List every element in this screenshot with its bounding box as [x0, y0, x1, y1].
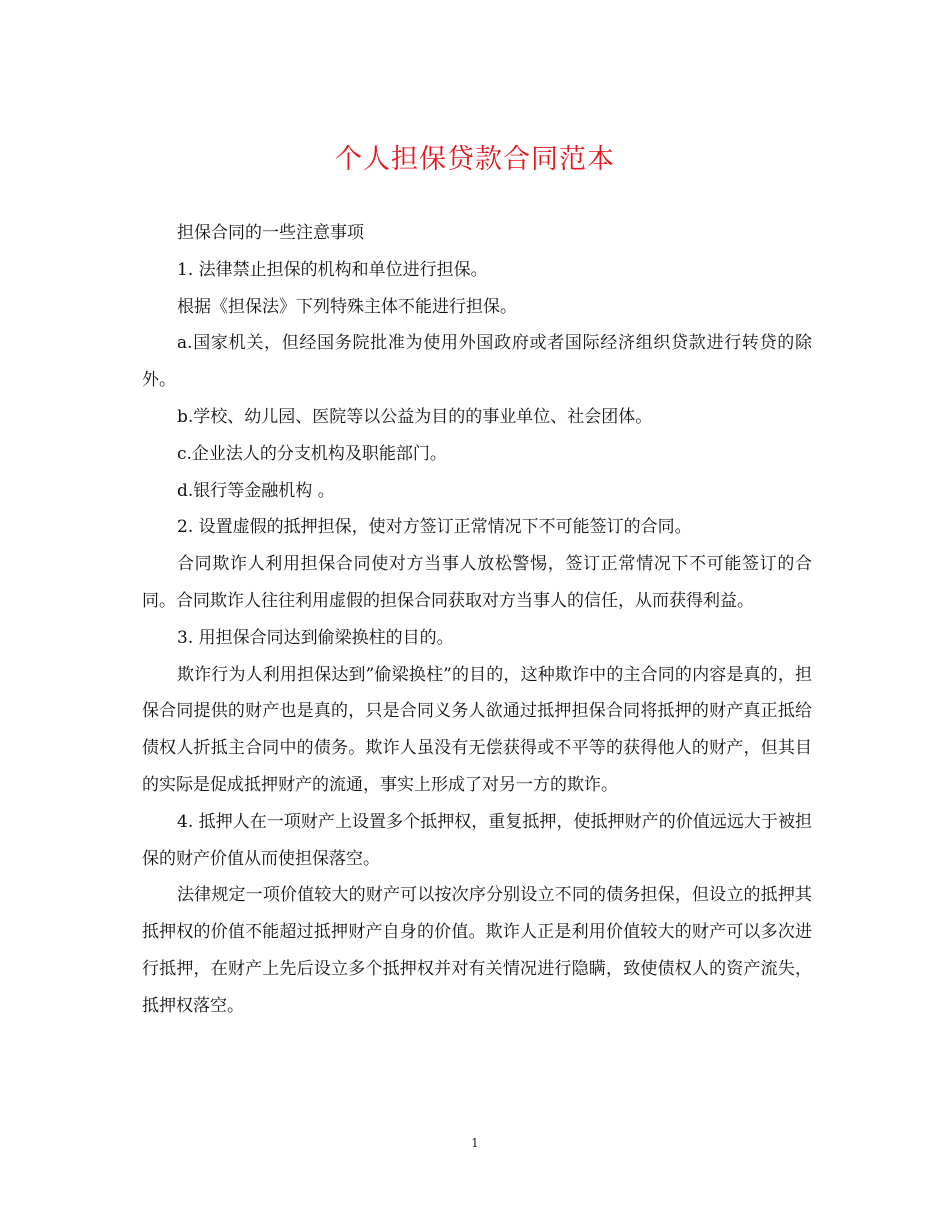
paragraph-subitem-a: a.国家机关，但经国务院批准为使用外国政府或者国际经济组织贷款进行转贷的除外。 — [142, 333, 812, 391]
paragraph-item-1: 1. 法律禁止担保的机构和单位进行担保。 — [177, 259, 488, 280]
paragraph-subitem-d: d.银行等金融机构 。 — [177, 480, 335, 501]
paragraph: 欺诈行为人利用担保达到”偷梁换柱”的目的，这种欺诈中的主合同的内容是真的，担保合同提供的财产也是真的，只是合同义务人欲通过抵押担保合同将抵押的财产真正抵给债权人折抵主合同中的债务。欺诈人虽没有无偿获得或不平等的获得他人的财产，但其目的实际是促成抵押财产的流通，事实上形成了对另一方的欺诈。 — [142, 664, 812, 795]
paragraph: 法律规定一项价值较大的财产可以按次序分别设立不同的债务担保，但设立的抵押其抵押权的价值不能超过抵押财产自身的价值。欺诈人正是利用价值较大的财产可以多次进行抵押，在财产上先后设立多个抵押权并对有关情况进行隐瞒，致使债权人的资产流失，抵押权落空。 — [142, 885, 812, 1016]
paragraph: 根据《担保法》下列特殊主体不能进行担保。 — [177, 296, 517, 317]
paragraph-item-3: 3. 用担保合同达到偷梁换柱的目的。 — [177, 627, 454, 648]
paragraph-item-4: 4. 抵押人在一项财产上设置多个抵押权，重复抵押，使抵押财产的价值远远大于被担保的财产价值从而使担保落空。 — [142, 811, 812, 869]
page-number: 1 — [471, 1136, 479, 1150]
paragraph: 合同欺诈人利用担保合同使对方当事人放松警惕，签订正常情况下不可能签订的合同。合同欺诈人往往利用虚假的担保合同获取对方当事人的信任，从而获得利益。 — [142, 554, 812, 611]
paragraph-heading: 担保合同的一些注意事项 — [177, 223, 364, 243]
page-title: 个人担保贷款合同范本 — [335, 144, 615, 175]
paragraph-item-2: 2. 设置虚假的抵押担保，使对方签订正常情况下不可能签订的合同。 — [177, 517, 692, 538]
document-body — [142, 215, 812, 1025]
paragraph-subitem-b: b.学校、幼儿园、医院等以公益为目的的事业单位、社会团体。 — [177, 406, 653, 427]
paragraph-subitem-c: c.企业法人的分支机构及职能部门。 — [177, 443, 447, 464]
